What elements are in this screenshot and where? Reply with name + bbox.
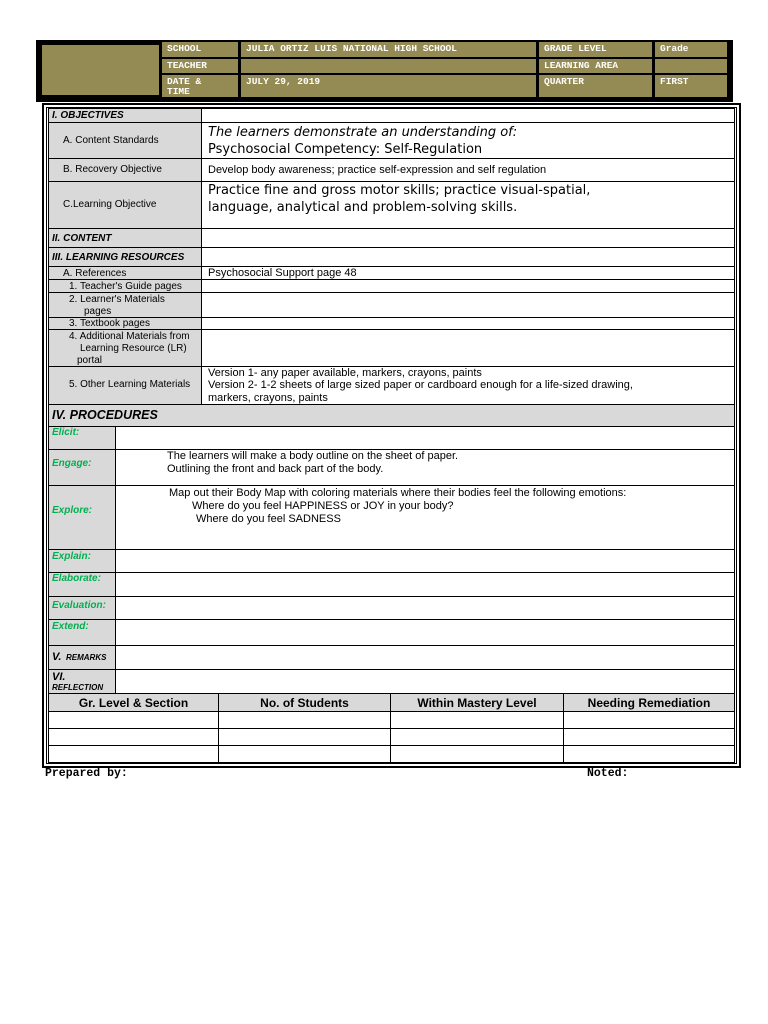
reflection-heading-big: VI. xyxy=(52,671,66,683)
recovery-objective-label: B. Recovery Objective xyxy=(63,164,162,175)
learning-objective-line2: language, analytical and problem-solving skills. xyxy=(208,200,518,215)
content-standards-label-cell xyxy=(48,122,202,159)
noted-label: Noted: xyxy=(587,767,629,780)
teacher-value xyxy=(241,59,536,73)
quarter-value: FIRST xyxy=(655,75,727,97)
textbook-label: 3. Textbook pages xyxy=(69,318,150,329)
content-standards-value-cell xyxy=(201,122,735,159)
school-label: SCHOOL xyxy=(162,42,238,57)
learning-objective-label-cell xyxy=(48,181,202,229)
table-header-section xyxy=(48,693,219,712)
explore-value-cell xyxy=(115,485,735,550)
extend-label-cell xyxy=(48,619,116,646)
learners-materials-label-line1: 2. Learner's Materials xyxy=(69,294,165,305)
table-cell xyxy=(218,711,391,729)
header-logo-area xyxy=(42,45,159,95)
content-heading: II. CONTENT xyxy=(52,233,112,244)
elicit-value-cell xyxy=(115,426,735,450)
grade-level-value: Grade xyxy=(655,42,727,57)
content-standards-label: A. Content Standards xyxy=(63,135,159,146)
table-cell xyxy=(390,745,564,763)
table-cell xyxy=(563,711,735,729)
elaborate-label: Elaborate: xyxy=(52,573,101,584)
other-materials-label-cell xyxy=(48,366,202,405)
resources-heading: III. LEARNING RESOURCES xyxy=(52,252,185,263)
table-header-remediation xyxy=(563,693,735,712)
table-header-mastery xyxy=(390,693,564,712)
engage-line2: Outlining the front and back part of the body. xyxy=(167,463,384,475)
engage-label-cell xyxy=(48,449,116,486)
reflection-label-cell xyxy=(48,669,116,694)
table-header-students-label: No. of Students xyxy=(260,696,349,710)
learning-objective-label: C.Learning Objective xyxy=(63,199,157,210)
teachers-guide-label-cell xyxy=(48,279,202,293)
additional-materials-label-line3: portal xyxy=(77,355,103,366)
grade-level-label: GRADE LEVEL xyxy=(539,42,652,57)
table-cell xyxy=(218,728,391,746)
elicit-label-cell xyxy=(48,426,116,450)
objectives-heading: I. OBJECTIVES xyxy=(52,110,124,121)
references-label: A. References xyxy=(63,268,127,279)
references-value: Psychosocial Support page 48 xyxy=(208,267,357,279)
additional-materials-label-cell xyxy=(48,329,202,367)
resources-heading-cell xyxy=(48,247,202,267)
objectives-heading-cell xyxy=(48,108,202,123)
objectives-heading-value xyxy=(201,108,735,123)
additional-materials-value-cell xyxy=(201,329,735,367)
learning-objective-value-cell xyxy=(201,181,735,229)
table-cell xyxy=(563,745,735,763)
explain-label: Explain: xyxy=(52,551,91,562)
evaluation-value-cell xyxy=(115,596,735,620)
remarks-label-cell xyxy=(48,645,116,670)
references-label-cell xyxy=(48,266,202,280)
recovery-objective-value-cell xyxy=(201,158,735,182)
date-label-line2: TIME xyxy=(167,86,190,97)
table-header-section-label: Gr. Level & Section xyxy=(78,696,189,710)
table-header-remediation-label: Needing Remediation xyxy=(587,696,711,710)
quarter-label: QUARTER xyxy=(539,75,652,97)
table-header-mastery-label: Within Mastery Level xyxy=(417,696,537,710)
learners-materials-value-cell xyxy=(201,292,735,318)
remarks-heading-big: V. xyxy=(52,651,62,663)
explore-label-cell xyxy=(48,485,116,550)
other-materials-value-cell xyxy=(201,366,735,405)
table-header-students xyxy=(218,693,391,712)
other-materials-label: 5. Other Learning Materials xyxy=(69,379,191,390)
header-block xyxy=(36,40,733,102)
explain-value-cell xyxy=(115,549,735,573)
table-cell xyxy=(390,728,564,746)
learning-area-label: LEARNING AREA xyxy=(539,59,652,73)
elaborate-value-cell xyxy=(115,572,735,597)
teachers-guide-value-cell xyxy=(201,279,735,293)
date-label-line1: DATE & xyxy=(167,76,202,87)
engage-line1: The learners will make a body outline on the sheet of paper. xyxy=(167,450,459,462)
recovery-objective-value: Develop body awareness; practice self-expression and self regulation xyxy=(208,164,547,176)
teacher-label: TEACHER xyxy=(162,59,238,73)
learners-materials-label-cell xyxy=(48,292,202,318)
table-cell xyxy=(48,711,219,729)
evaluation-label-cell xyxy=(48,596,116,620)
elaborate-label-cell xyxy=(48,572,116,597)
explore-label: Explore: xyxy=(52,505,93,516)
engage-label: Engage: xyxy=(52,458,92,469)
recovery-objective-label-cell xyxy=(48,158,202,182)
additional-materials-label-line1: 4. Additional Materials from xyxy=(69,331,190,342)
additional-materials-label-line2: Learning Resource (LR) xyxy=(80,343,187,354)
content-standards-line2: Psychosocial Competency: Self-Regulation xyxy=(208,142,483,157)
explore-line1: Map out their Body Map with coloring materials where their bodies feel the following emotions: xyxy=(169,487,627,499)
table-cell xyxy=(48,745,219,763)
school-value: JULIA ORTIZ LUIS NATIONAL HIGH SCHOOL xyxy=(241,42,536,57)
procedures-heading-cell xyxy=(48,404,735,427)
reflection-heading-small: REFLECTION xyxy=(52,683,104,692)
evaluation-label: Evaluation: xyxy=(52,600,106,611)
resources-heading-value xyxy=(201,247,735,267)
learning-objective-line1: Practice fine and gross motor skills; practice visual-spatial, xyxy=(208,183,591,198)
explore-line2: Where do you feel HAPPINESS or JOY in your body? xyxy=(192,500,454,512)
explain-label-cell xyxy=(48,549,116,573)
date-time-label xyxy=(162,75,238,97)
content-heading-cell xyxy=(48,228,202,248)
remarks-value-cell xyxy=(115,645,735,670)
prepared-by-label: Prepared by: xyxy=(45,767,128,780)
table-cell xyxy=(218,745,391,763)
table-cell xyxy=(390,711,564,729)
other-materials-line2: Version 2- 1-2 sheets of large sized paper or cardboard enough for a life-sized drawing, xyxy=(208,379,633,391)
reflection-value-cell xyxy=(115,669,735,694)
teachers-guide-label: 1. Teacher's Guide pages xyxy=(69,281,182,292)
remarks-heading-small: REMARKS xyxy=(66,653,107,662)
procedures-heading: IV. PROCEDURES xyxy=(52,408,158,422)
table-cell xyxy=(563,728,735,746)
content-standards-line1: The learners demonstrate an understanding of: xyxy=(208,125,518,140)
learners-materials-label-line2: pages xyxy=(84,306,112,317)
learning-area-value xyxy=(655,59,727,73)
elicit-label: Elicit: xyxy=(52,427,80,438)
other-materials-line3: markers, crayons, paints xyxy=(208,392,328,404)
references-value-cell xyxy=(201,266,735,280)
date-value: JULY 29, 2019 xyxy=(241,75,536,97)
table-cell xyxy=(48,728,219,746)
extend-value-cell xyxy=(115,619,735,646)
content-value-cell xyxy=(201,228,735,248)
other-materials-line1: Version 1- any paper available, markers, crayons, paints xyxy=(208,367,482,379)
extend-label: Extend: xyxy=(52,621,89,632)
explore-line3: Where do you feel SADNESS xyxy=(196,513,341,525)
engage-value-cell xyxy=(115,449,735,486)
